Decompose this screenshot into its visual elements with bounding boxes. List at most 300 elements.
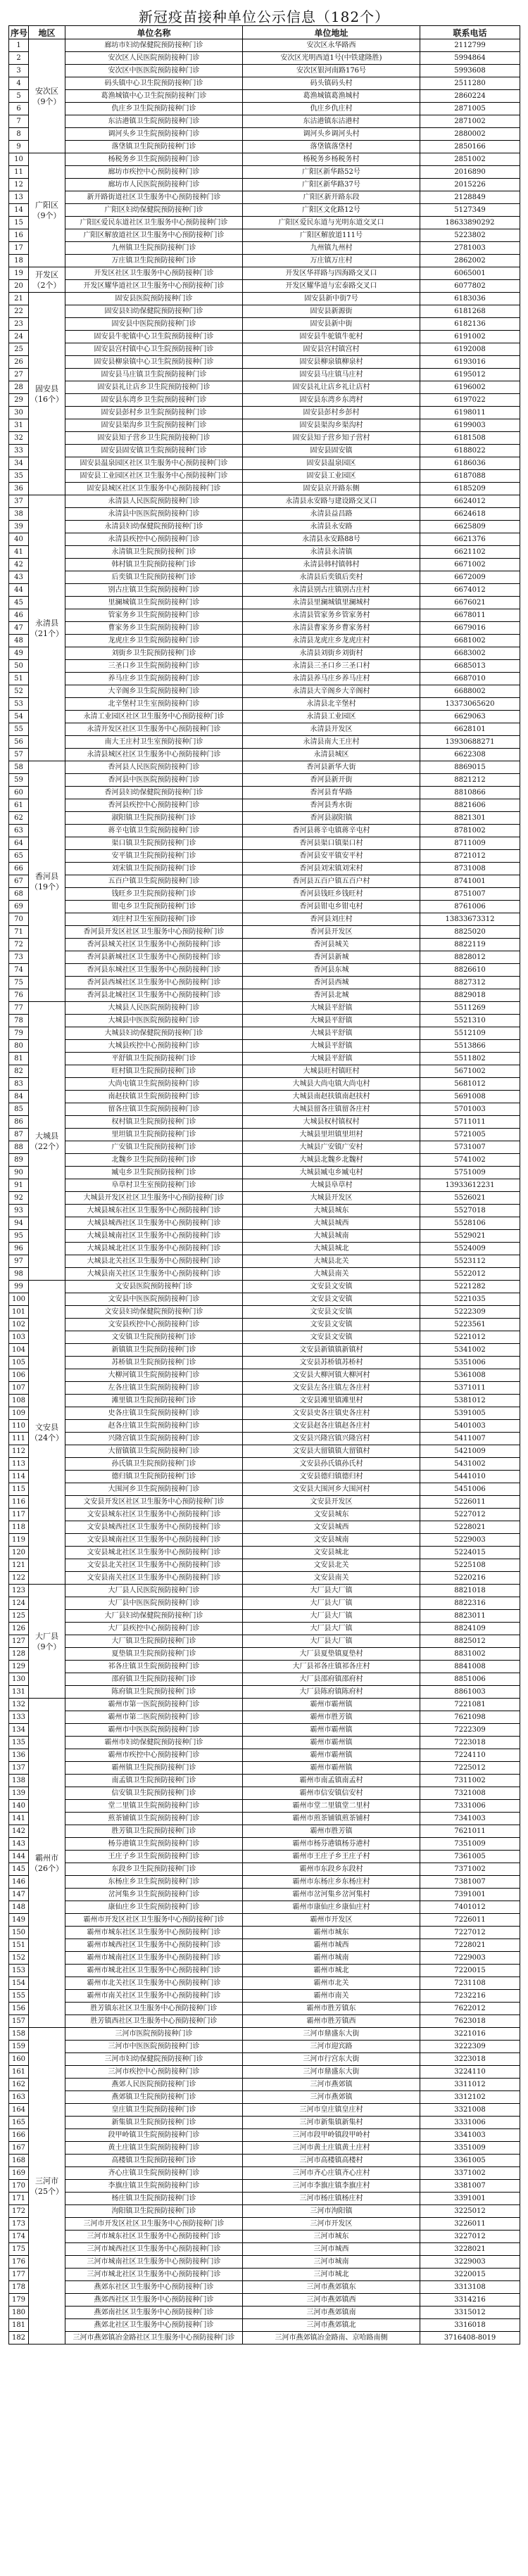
phone-cell: 5220216 bbox=[420, 1572, 520, 1585]
unit-name-cell: 夏垫镇卫生院预防接种门诊 bbox=[65, 1648, 243, 1661]
table-row bbox=[9, 293, 520, 305]
unit-address-cell: 大厂县大厂镇 bbox=[243, 1635, 420, 1648]
unit-name-cell: 香河县城关社区卫生服务中心预防接种门诊 bbox=[65, 939, 243, 951]
table-row bbox=[9, 217, 520, 229]
unit-address-cell: 香河县育华路 bbox=[243, 787, 420, 799]
unit-address-cell: 霸州市南关 bbox=[243, 1990, 420, 2003]
unit-address-cell: 文安县城东 bbox=[243, 1509, 420, 1521]
unit-address-cell: 永清县永清镇 bbox=[243, 546, 420, 559]
unit-address-cell: 香河县东城 bbox=[243, 964, 420, 977]
phone-cell: 8781002 bbox=[420, 825, 520, 837]
serial-number-cell: 81 bbox=[9, 1053, 29, 1065]
phone-cell: 6199003 bbox=[420, 419, 520, 432]
serial-number-cell: 136 bbox=[9, 1749, 29, 1762]
phone-cell: 8825020 bbox=[420, 926, 520, 939]
serial-number-cell: 83 bbox=[9, 1078, 29, 1091]
serial-number-cell: 89 bbox=[9, 1154, 29, 1167]
serial-number-cell: 15 bbox=[9, 217, 29, 229]
serial-number-cell: 55 bbox=[9, 723, 29, 736]
unit-address-cell: 霸州市开发区 bbox=[243, 1914, 420, 1927]
unit-address-cell: 永清县龙虎庄乡龙虎庄村 bbox=[243, 635, 420, 647]
unit-address-cell: 霸州市胜芳镇西 bbox=[243, 2015, 420, 2028]
serial-number-cell: 11 bbox=[9, 166, 29, 179]
table-row bbox=[9, 1319, 520, 1331]
unit-name-cell: 南孟镇卫生院预防接种门诊 bbox=[65, 1775, 243, 1787]
phone-cell: 2871005 bbox=[420, 103, 520, 115]
unit-address-cell: 东沽港镇东沽港村 bbox=[243, 115, 420, 128]
unit-address-cell: 文安县左各庄镇左各庄村 bbox=[243, 1382, 420, 1395]
unit-name-cell: 兴隆宫镇卫生院预防接种门诊 bbox=[65, 1433, 243, 1445]
district-name: 大城县 bbox=[35, 1131, 58, 1141]
phone-cell: 6679016 bbox=[420, 622, 520, 635]
serial-number-cell: 56 bbox=[9, 736, 29, 749]
phone-cell: 6185209 bbox=[420, 483, 520, 495]
phone-cell: 3313108 bbox=[420, 2281, 520, 2294]
serial-number-cell: 36 bbox=[9, 483, 29, 495]
unit-name-cell: 大厂县人民医院预防接种门诊 bbox=[65, 1585, 243, 1597]
unit-address-cell: 广阳区新华路52号 bbox=[243, 166, 420, 179]
unit-name-cell: 香河县东城社区卫生服务中心预防接种门诊 bbox=[65, 964, 243, 977]
table-row bbox=[9, 1559, 520, 1572]
table-row bbox=[9, 2269, 520, 2281]
phone-cell: 5341002 bbox=[420, 1344, 520, 1357]
table-row bbox=[9, 2243, 520, 2256]
unit-address-cell: 三河市燕郊镇南 bbox=[243, 2307, 420, 2319]
serial-number-cell: 167 bbox=[9, 2142, 29, 2155]
unit-name-cell: 胜芳镇卫生院预防接种门诊 bbox=[65, 1825, 243, 1838]
phone-cell: 8741001 bbox=[420, 875, 520, 888]
unit-name-cell: 霸州市城北社区卫生服务中心预防接种门诊 bbox=[65, 1965, 243, 1977]
table-row bbox=[9, 521, 520, 533]
unit-name-cell: 安平镇卫生院预防接种门诊 bbox=[65, 850, 243, 863]
phone-cell: 3221016 bbox=[420, 2028, 520, 2041]
unit-address-cell: 永清县南大王庄村 bbox=[243, 736, 420, 749]
unit-name-cell: 大城县妇幼保健院预防接种门诊 bbox=[65, 1027, 243, 1040]
serial-number-cell: 37 bbox=[9, 495, 29, 508]
table-row bbox=[9, 166, 520, 179]
phone-cell: 5711011 bbox=[420, 1116, 520, 1129]
unit-name-cell: 胜芳镇西社区卫生服务中心预防接种门诊 bbox=[65, 2015, 243, 2028]
serial-number-cell: 8 bbox=[9, 128, 29, 141]
unit-address-cell: 三河市燕郊镇 bbox=[243, 2091, 420, 2104]
phone-cell: 8761006 bbox=[420, 901, 520, 913]
unit-name-cell: 大城县城东社区卫生服务中心预防接种门诊 bbox=[65, 1205, 243, 1217]
unit-name-cell: 大柳河镇卫生院预防接种门诊 bbox=[65, 1369, 243, 1382]
serial-number-cell: 24 bbox=[9, 331, 29, 343]
phone-cell: 7371002 bbox=[420, 1863, 520, 1876]
serial-number-cell: 72 bbox=[9, 939, 29, 951]
serial-number-cell: 182 bbox=[9, 2332, 29, 2345]
table-row bbox=[9, 2053, 520, 2066]
serial-number-cell: 16 bbox=[9, 229, 29, 242]
unit-address-cell: 文安县城西 bbox=[243, 1521, 420, 1534]
serial-number-cell: 137 bbox=[9, 1762, 29, 1775]
unit-address-cell: 香河县秀水街 bbox=[243, 799, 420, 812]
table-row bbox=[9, 964, 520, 977]
phone-cell: 5222309 bbox=[420, 1306, 520, 1319]
unit-name-cell: 霸州市北关社区卫生服务中心预防接种门诊 bbox=[65, 1977, 243, 1990]
table-row bbox=[9, 1369, 520, 1382]
phone-cell: 6198011 bbox=[420, 407, 520, 419]
unit-address-cell: 霸州市霸州镇 bbox=[243, 1699, 420, 1711]
serial-number-cell: 52 bbox=[9, 685, 29, 698]
phone-cell: 8851006 bbox=[420, 1673, 520, 1686]
unit-name-cell: 煎茶铺镇卫生院预防接种门诊 bbox=[65, 1813, 243, 1825]
table-row bbox=[9, 2066, 520, 2079]
unit-name-cell: 调河头乡卫生院预防接种门诊 bbox=[65, 128, 243, 141]
unit-name-cell: 滩里镇卫生院预防接种门诊 bbox=[65, 1395, 243, 1407]
unit-address-cell: 大城县南关 bbox=[243, 1268, 420, 1281]
serial-number-cell: 71 bbox=[9, 926, 29, 939]
table-row bbox=[9, 1635, 520, 1648]
unit-name-cell: 香河县中医医院预防接种门诊 bbox=[65, 774, 243, 787]
phone-cell: 5391005 bbox=[420, 1407, 520, 1420]
phone-cell: 5527018 bbox=[420, 1205, 520, 1217]
table-row bbox=[9, 1965, 520, 1977]
table-row bbox=[9, 179, 520, 191]
unit-address-cell: 大厂县大厂镇 bbox=[243, 1585, 420, 1597]
phone-cell: 3220015 bbox=[420, 2269, 520, 2281]
unit-address-cell: 大城县广安镇广安村 bbox=[243, 1141, 420, 1154]
unit-name-cell: 燕郊北社区卫生服务中心预防接种门诊 bbox=[65, 2319, 243, 2332]
district-name: 霸州市 bbox=[35, 1853, 58, 1863]
serial-number-cell: 146 bbox=[9, 1876, 29, 1889]
phone-cell: 2128849 bbox=[420, 191, 520, 204]
serial-number-cell: 2 bbox=[9, 52, 29, 65]
table-row bbox=[9, 546, 520, 559]
unit-address-cell: 霸州市王庄子乡王庄子村 bbox=[243, 1851, 420, 1863]
table-row bbox=[9, 1889, 520, 1901]
unit-name-cell: 新开路街道社区卫生服务中心预防接种门诊 bbox=[65, 191, 243, 204]
phone-cell: 8827312 bbox=[420, 977, 520, 989]
serial-number-cell: 47 bbox=[9, 622, 29, 635]
serial-number-cell: 169 bbox=[9, 2167, 29, 2180]
table-row bbox=[9, 1116, 520, 1129]
unit-address-cell: 三河市城北 bbox=[243, 2269, 420, 2281]
serial-number-cell: 5 bbox=[9, 90, 29, 103]
unit-name-cell: 黄土庄镇卫生院预防接种门诊 bbox=[65, 2142, 243, 2155]
unit-name-cell: 三河市开发区社区卫生服务中心预防接种门诊 bbox=[65, 2218, 243, 2231]
unit-address-cell: 大城县开发区 bbox=[243, 1192, 420, 1205]
unit-name-cell: 广阳区爱民东道社区卫生服务中心预防接种门诊 bbox=[65, 217, 243, 229]
unit-name-cell: 三河市医院预防接种门诊 bbox=[65, 2028, 243, 2041]
phone-cell: 5221035 bbox=[420, 1293, 520, 1306]
unit-address-cell: 大城县城西 bbox=[243, 1217, 420, 1230]
serial-number-cell: 61 bbox=[9, 799, 29, 812]
phone-cell: 6621102 bbox=[420, 546, 520, 559]
unit-name-cell: 留各庄镇卫生院预防接种门诊 bbox=[65, 1103, 243, 1116]
table-row bbox=[9, 939, 520, 951]
phone-cell: 8825012 bbox=[420, 1635, 520, 1648]
unit-name-cell: 霸州市中医医院预防接种门诊 bbox=[65, 1724, 243, 1737]
table-header-row bbox=[9, 26, 520, 39]
unit-name-cell: 钱旺乡卫生院预防接种门诊 bbox=[65, 888, 243, 901]
unit-name-cell: 大厂镇卫生院预防接种门诊 bbox=[65, 1635, 243, 1648]
serial-number-cell: 153 bbox=[9, 1965, 29, 1977]
serial-number-cell: 85 bbox=[9, 1103, 29, 1116]
table-row bbox=[9, 1648, 520, 1661]
serial-number-cell: 65 bbox=[9, 850, 29, 863]
phone-cell: 6672009 bbox=[420, 571, 520, 584]
serial-number-cell: 113 bbox=[9, 1458, 29, 1471]
table-row bbox=[9, 419, 520, 432]
phone-cell: 8822119 bbox=[420, 939, 520, 951]
phone-cell: 8751007 bbox=[420, 888, 520, 901]
table-row bbox=[9, 926, 520, 939]
unit-address-cell: 永清县永安路与建设路交叉口 bbox=[243, 495, 420, 508]
serial-number-cell: 39 bbox=[9, 521, 29, 533]
serial-number-cell: 58 bbox=[9, 761, 29, 774]
district-name: 固安县 bbox=[35, 383, 58, 393]
table-row bbox=[9, 52, 520, 65]
serial-number-cell: 162 bbox=[9, 2079, 29, 2091]
serial-number-cell: 164 bbox=[9, 2104, 29, 2117]
phone-cell: 8711009 bbox=[420, 837, 520, 850]
serial-number-cell: 173 bbox=[9, 2218, 29, 2231]
serial-number-cell: 159 bbox=[9, 2041, 29, 2053]
serial-number-cell: 43 bbox=[9, 571, 29, 584]
unit-name-cell: 里坦镇卫生院预防接种门诊 bbox=[65, 1129, 243, 1141]
unit-name-cell: 大城县中医医院预防接种门诊 bbox=[65, 1015, 243, 1027]
phone-cell: 3227012 bbox=[420, 2231, 520, 2243]
unit-address-cell: 文安县开发区 bbox=[243, 1496, 420, 1509]
unit-address-cell: 霸州市东杨庄乡东杨庄村 bbox=[243, 1876, 420, 1889]
unit-name-cell: 韩村镇卫生院预防接种门诊 bbox=[65, 559, 243, 571]
table-row bbox=[9, 1572, 520, 1585]
unit-name-cell: 左各庄镇卫生院预防接种门诊 bbox=[65, 1382, 243, 1395]
unit-name-cell: 固安县固安镇卫生院预防接种门诊 bbox=[65, 445, 243, 457]
unit-name-cell: 刘街乡卫生院预防接种门诊 bbox=[65, 647, 243, 660]
unit-address-cell: 大城县北魏乡北魏村 bbox=[243, 1154, 420, 1167]
phone-cell: 2781003 bbox=[420, 242, 520, 255]
unit-name-cell: 燕郊东社区卫生服务中心预防接种门诊 bbox=[65, 2281, 243, 2294]
unit-name-cell: 固安县马庄镇卫生院预防接种门诊 bbox=[65, 369, 243, 381]
unit-address-cell: 霸州市胜芳镇东 bbox=[243, 2003, 420, 2015]
serial-number-cell: 141 bbox=[9, 1813, 29, 1825]
table-row bbox=[9, 305, 520, 318]
phone-cell: 7222309 bbox=[420, 1724, 520, 1737]
phone-cell: 2862002 bbox=[420, 255, 520, 267]
unit-address-cell: 霸州市霸州镇 bbox=[243, 1724, 420, 1737]
unit-address-cell: 永清县里澜城镇里澜城村 bbox=[243, 597, 420, 609]
phone-cell: 5223561 bbox=[420, 1319, 520, 1331]
unit-name-cell: 陈府镇卫生院预防接种门诊 bbox=[65, 1686, 243, 1699]
table-row bbox=[9, 1927, 520, 1939]
unit-address-cell: 香河县安平镇安平村 bbox=[243, 850, 420, 863]
table-row bbox=[9, 1724, 520, 1737]
table-row bbox=[9, 1217, 520, 1230]
phone-cell: 6197022 bbox=[420, 394, 520, 407]
serial-number-cell: 41 bbox=[9, 546, 29, 559]
table-row bbox=[9, 1420, 520, 1433]
unit-name-cell: 齐心庄镇卫生院预防接种门诊 bbox=[65, 2167, 243, 2180]
table-row bbox=[9, 1661, 520, 1673]
unit-address-cell: 香河县刘宋镇刘宋村 bbox=[243, 863, 420, 875]
phone-cell: 7229003 bbox=[420, 1952, 520, 1965]
table-row bbox=[9, 698, 520, 711]
serial-number-cell: 88 bbox=[9, 1141, 29, 1154]
unit-name-cell: 德归镇卫生院预防接种门诊 bbox=[65, 1471, 243, 1483]
table-row bbox=[9, 1547, 520, 1559]
serial-number-cell: 50 bbox=[9, 660, 29, 673]
unit-name-cell: 永清县中医医院预防接种门诊 bbox=[65, 508, 243, 521]
table-row bbox=[9, 1192, 520, 1205]
table-row bbox=[9, 2307, 520, 2319]
unit-address-cell: 文安县大柳河镇大柳河村 bbox=[243, 1369, 420, 1382]
table-row bbox=[9, 1483, 520, 1496]
serial-number-cell: 178 bbox=[9, 2281, 29, 2294]
serial-number-cell: 6 bbox=[9, 103, 29, 115]
phone-cell: 6676021 bbox=[420, 597, 520, 609]
phone-cell: 3226011 bbox=[420, 2218, 520, 2231]
phone-cell: 5526021 bbox=[420, 1192, 520, 1205]
unit-address-cell: 永清县永安路 bbox=[243, 521, 420, 533]
serial-number-cell: 122 bbox=[9, 1572, 29, 1585]
table-row bbox=[9, 77, 520, 90]
phone-cell: 8721012 bbox=[420, 850, 520, 863]
unit-name-cell: 香河县妇幼保健院预防接种门诊 bbox=[65, 787, 243, 799]
unit-name-cell: 霸州市第二医院预防接种门诊 bbox=[65, 1711, 243, 1724]
phone-cell: 5221282 bbox=[420, 1281, 520, 1293]
unit-name-cell: 泃阳镇卫生院预防接种门诊 bbox=[65, 2205, 243, 2218]
table-row bbox=[9, 1673, 520, 1686]
unit-address-cell: 文安县大围河乡大围河村 bbox=[243, 1483, 420, 1496]
unit-address-cell: 霸州市北关 bbox=[243, 1977, 420, 1990]
unit-address-cell: 三河市鼎盛东大街 bbox=[243, 2028, 420, 2041]
unit-name-cell: 安次区人民医院预防接种门诊 bbox=[65, 52, 243, 65]
unit-address-cell: 葛渔城镇葛渔城村 bbox=[243, 90, 420, 103]
serial-number-cell: 92 bbox=[9, 1192, 29, 1205]
phone-cell: 5721005 bbox=[420, 1129, 520, 1141]
unit-address-cell: 文安县文安镇 bbox=[243, 1331, 420, 1344]
phone-cell: 7621098 bbox=[420, 1711, 520, 1724]
table-row bbox=[9, 229, 520, 242]
unit-name-cell: 文安县妇幼保健院预防接种门诊 bbox=[65, 1306, 243, 1319]
unit-address-cell: 三河市皇庄镇皇庄村 bbox=[243, 2104, 420, 2117]
table-row bbox=[9, 2319, 520, 2332]
table-row bbox=[9, 369, 520, 381]
serial-number-cell: 32 bbox=[9, 432, 29, 445]
district-count: （22个） bbox=[30, 1141, 63, 1151]
serial-number-cell: 168 bbox=[9, 2155, 29, 2167]
table-row bbox=[9, 2142, 520, 2155]
phone-cell: 5671002 bbox=[420, 1065, 520, 1078]
serial-number-cell: 40 bbox=[9, 533, 29, 546]
phone-cell: 6628101 bbox=[420, 723, 520, 736]
phone-cell: 8823011 bbox=[420, 1610, 520, 1623]
serial-number-cell: 10 bbox=[9, 153, 29, 166]
serial-number-cell: 74 bbox=[9, 964, 29, 977]
phone-cell: 6685013 bbox=[420, 660, 520, 673]
unit-name-cell: 曹家务乡卫生院预防接种门诊 bbox=[65, 622, 243, 635]
table-row bbox=[9, 1053, 520, 1065]
phone-cell: 7220015 bbox=[420, 1965, 520, 1977]
phone-cell: 8826610 bbox=[420, 964, 520, 977]
phone-cell: 5751009 bbox=[420, 1167, 520, 1179]
unit-name-cell: 旺村镇卫生院预防接种门诊 bbox=[65, 1065, 243, 1078]
serial-number-cell: 45 bbox=[9, 597, 29, 609]
table-row bbox=[9, 1091, 520, 1103]
phone-cell: 6683002 bbox=[420, 647, 520, 660]
table-row bbox=[9, 787, 520, 799]
district-count: （9个） bbox=[32, 1642, 61, 1651]
unit-address-cell: 固安县东湾乡东湾村 bbox=[243, 394, 420, 407]
unit-name-cell: 刘庄村卫生室预防接种门诊 bbox=[65, 913, 243, 926]
unit-address-cell: 九州镇九州村 bbox=[243, 242, 420, 255]
table-row bbox=[9, 128, 520, 141]
unit-address-cell: 固安县宫村镇宫村 bbox=[243, 343, 420, 356]
phone-cell: 3371002 bbox=[420, 2167, 520, 2180]
unit-address-cell: 文安县史各庄镇史各庄村 bbox=[243, 1407, 420, 1420]
serial-number-cell: 44 bbox=[9, 584, 29, 597]
unit-address-cell: 调河头乡调河头村 bbox=[243, 128, 420, 141]
table-row bbox=[9, 799, 520, 812]
unit-name-cell: 霸州市妇幼保健院预防接种门诊 bbox=[65, 1737, 243, 1749]
unit-name-cell: 文安县城西社区卫生服务中心预防接种门诊 bbox=[65, 1521, 243, 1534]
serial-number-cell: 48 bbox=[9, 635, 29, 647]
unit-name-cell: 永清县人民医院预防接种门诊 bbox=[65, 495, 243, 508]
unit-address-cell: 香河县蒋辛屯镇蒋辛屯村 bbox=[243, 825, 420, 837]
serial-number-cell: 152 bbox=[9, 1952, 29, 1965]
unit-address-cell: 文安县北关 bbox=[243, 1559, 420, 1572]
unit-name-cell: 广阳区妇幼保健院预防接种门诊 bbox=[65, 204, 243, 217]
unit-address-cell: 永清县城区 bbox=[243, 749, 420, 761]
unit-name-cell: 仇庄乡卫生院预防接种门诊 bbox=[65, 103, 243, 115]
table-row bbox=[9, 533, 520, 546]
unit-name-cell: 大城县城南社区卫生服务中心预防接种门诊 bbox=[65, 1230, 243, 1243]
serial-number-cell: 116 bbox=[9, 1496, 29, 1509]
table-row bbox=[9, 1040, 520, 1053]
unit-name-cell: 固安县温泉园区社区卫生服务中心预防接种门诊 bbox=[65, 457, 243, 470]
unit-address-cell: 三河市燕郊镇北 bbox=[243, 2319, 420, 2332]
unit-address-cell: 三河市高楼镇高楼村 bbox=[243, 2155, 420, 2167]
serial-number-cell: 87 bbox=[9, 1129, 29, 1141]
table-row bbox=[9, 2218, 520, 2231]
unit-address-cell: 大厂县祁各庄镇祁各庄村 bbox=[243, 1661, 420, 1673]
unit-address-cell: 三河市齐心庄镇齐心庄村 bbox=[243, 2167, 420, 2180]
table-row bbox=[9, 2041, 520, 2053]
phone-cell: 5522012 bbox=[420, 1268, 520, 1281]
serial-number-cell: 114 bbox=[9, 1471, 29, 1483]
phone-cell: 3316018 bbox=[420, 2319, 520, 2332]
serial-number-cell: 130 bbox=[9, 1673, 29, 1686]
unit-name-cell: 九州镇卫生院预防接种门诊 bbox=[65, 242, 243, 255]
unit-address-cell: 香河县刘庄村 bbox=[243, 913, 420, 926]
table-row bbox=[9, 1458, 520, 1471]
unit-address-cell: 大城县平舒镇 bbox=[243, 1027, 420, 1040]
table-row bbox=[9, 901, 520, 913]
unit-name-cell: 开发区耀华道社区卫生服务中心预防接种门诊 bbox=[65, 280, 243, 293]
unit-address-cell: 广阳区新开路东段 bbox=[243, 191, 420, 204]
unit-name-cell: 杨庄镇卫生院预防接种门诊 bbox=[65, 2193, 243, 2205]
serial-number-cell: 82 bbox=[9, 1065, 29, 1078]
phone-cell: 6629063 bbox=[420, 711, 520, 723]
unit-name-cell: 永清工业园区社区卫生服务中心预防接种门诊 bbox=[65, 711, 243, 723]
table-row bbox=[9, 913, 520, 926]
table-row bbox=[9, 1534, 520, 1547]
table-row bbox=[9, 1344, 520, 1357]
serial-number-cell: 117 bbox=[9, 1509, 29, 1521]
district-count: （16个） bbox=[30, 394, 63, 404]
phone-cell: 7381007 bbox=[420, 1876, 520, 1889]
unit-address-cell: 永清县后奕镇后奕村 bbox=[243, 571, 420, 584]
phone-cell: 5741002 bbox=[420, 1154, 520, 1167]
unit-name-cell: 后奕镇卫生院预防接种门诊 bbox=[65, 571, 243, 584]
unit-name-cell: 大厂县中医医院预防接种门诊 bbox=[65, 1597, 243, 1610]
phone-cell: 8821212 bbox=[420, 774, 520, 787]
unit-name-cell: 史各庄镇卫生院预防接种门诊 bbox=[65, 1407, 243, 1420]
serial-number-cell: 22 bbox=[9, 305, 29, 318]
